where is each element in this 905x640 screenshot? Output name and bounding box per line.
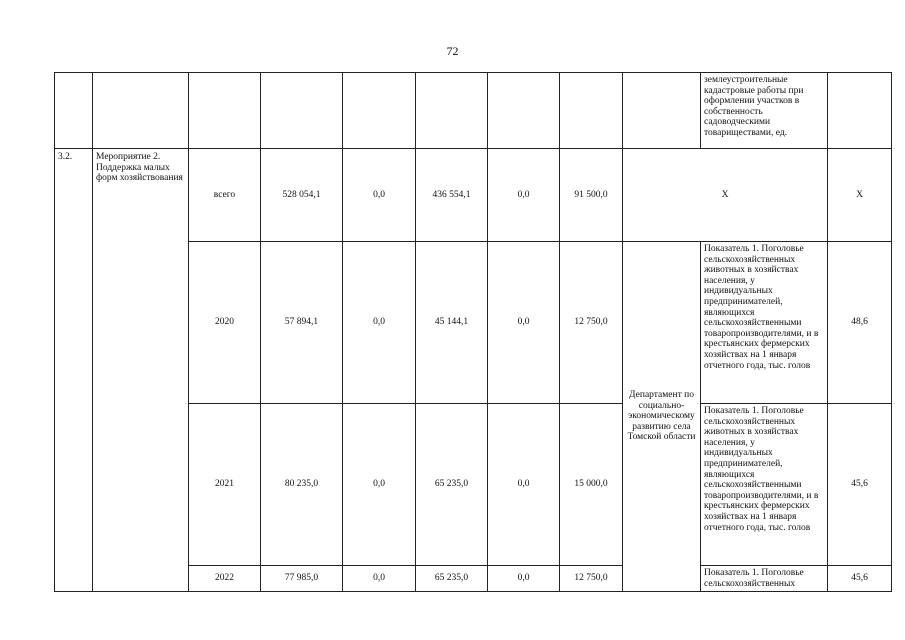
indicator-value-x: Х (828, 149, 892, 242)
cell-empty (828, 73, 892, 149)
total-amount: 80 235,0 (261, 404, 343, 566)
continuation-row (55, 73, 892, 149)
page-number: 72 (446, 44, 459, 58)
extra-amount: 12 750,0 (560, 242, 623, 404)
extra-amount: 15 000,0 (560, 404, 623, 566)
total-amount: 528 054,1 (261, 149, 343, 242)
period-total: всего (189, 149, 261, 242)
cell-empty (189, 73, 261, 149)
regional-amount: 65 235,0 (416, 404, 488, 566)
indicator-x: Х (623, 149, 828, 242)
federal-amount: 0,0 (343, 242, 416, 404)
cell-empty (416, 73, 488, 149)
indicator-value: 45,6 (828, 566, 892, 592)
indicator-value: 45,6 (828, 404, 892, 566)
total-amount: 77 985,0 (261, 566, 343, 592)
cell-empty (488, 73, 560, 149)
cell-empty (560, 73, 623, 149)
regional-amount: 436 554,1 (416, 149, 488, 242)
federal-amount: 0,0 (343, 404, 416, 566)
regional-amount: 45 144,1 (416, 242, 488, 404)
cell-empty (261, 73, 343, 149)
item-number: 3.2. (55, 149, 93, 592)
indicator-text: Показатель 1. Поголовье сельскохозяйственных животных в хозяйствах населения, у индивидуальных предпринимателей, являющихся сельскохозяйственными товаропроизводителями, и в крестьянских фермерских хозяйствах на 1 января отчетного года, тыс. голов (701, 404, 828, 566)
cell-empty (93, 73, 189, 149)
extra-amount: 91 500,0 (560, 149, 623, 242)
federal-amount: 0,0 (343, 149, 416, 242)
period-cell: 2022 (189, 566, 261, 592)
indicator-text: Показатель 1. Поголовье сельскохозяйственных (701, 566, 828, 592)
cell-empty (55, 73, 93, 149)
department-cell: Департамент по социально-экономическому развитию села Томской области (623, 242, 701, 592)
prev-indicator-text: землеустроительные кадастровые работы при оформлении участков в собственность садоводческими товариществами, ед. (701, 73, 828, 149)
cell-empty (623, 73, 701, 149)
total-amount: 57 894,1 (261, 242, 343, 404)
local-amount: 0,0 (488, 404, 560, 566)
period-cell: 2020 (189, 242, 261, 404)
local-amount: 0,0 (488, 242, 560, 404)
program-table (54, 72, 892, 592)
regional-amount: 65 235,0 (416, 566, 488, 592)
cell-empty (343, 73, 416, 149)
period-cell: 2021 (189, 404, 261, 566)
indicator-value: 48,6 (828, 242, 892, 404)
local-amount: 0,0 (488, 566, 560, 592)
indicator-text: Показатель 1. Поголовье сельскохозяйственных животных в хозяйствах населения, у индивидуальных предпринимателей, являющихся сельскохозяйственными товаропроизводителями, и в крестьянских фермерских хозяйствах на 1 января отчетного года, тыс. голов (701, 242, 828, 404)
item-name: Мероприятие 2. Поддержка малых форм хозяйствования (93, 149, 189, 592)
federal-amount: 0,0 (343, 566, 416, 592)
extra-amount: 12 750,0 (560, 566, 623, 592)
total-row (55, 149, 892, 242)
local-amount: 0,0 (488, 149, 560, 242)
